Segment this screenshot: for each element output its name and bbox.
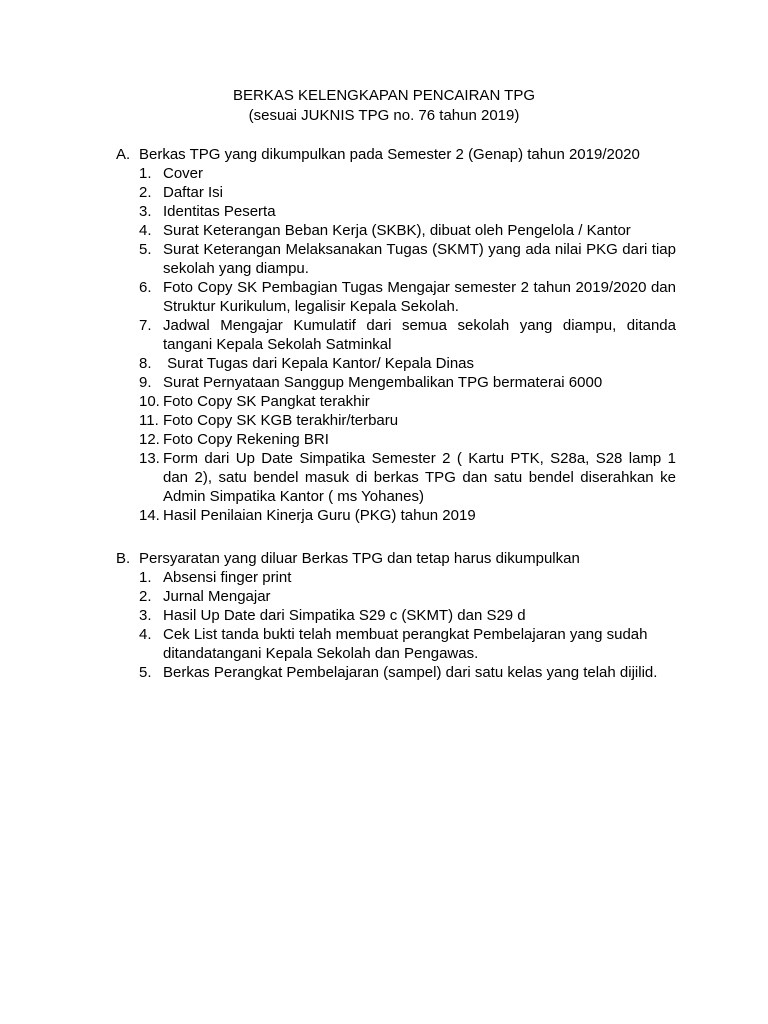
- list-item-text: Daftar Isi: [163, 184, 224, 201]
- list-item: [116, 278, 676, 316]
- list-item-number: 7.: [139, 317, 152, 334]
- list-item: [116, 625, 676, 663]
- list-item-text: Cover: [163, 165, 204, 182]
- section-a-list: [116, 164, 676, 525]
- list-item-text: Cek List tanda bukti telah membuat perangkat Pembelajaran yang sudah ditandatangani Kepala Sekolah dan Pengawas.: [163, 626, 648, 662]
- list-item: [116, 411, 676, 430]
- list-item-text: Absensi finger print: [163, 569, 292, 586]
- list-item-text: Foto Copy SK Pangkat terakhir: [163, 393, 370, 410]
- list-item-text: Foto Copy Rekening BRI: [163, 431, 329, 448]
- list-item: [116, 606, 676, 625]
- section-b-heading-text: Persyaratan yang diluar Berkas TPG dan tetap harus dikumpulkan: [139, 550, 580, 567]
- list-item: [116, 164, 676, 183]
- list-item: [116, 392, 676, 411]
- section-a-heading: [116, 145, 676, 164]
- list-item: [116, 202, 676, 221]
- section-b-heading: [116, 549, 676, 568]
- list-item: [116, 183, 676, 202]
- list-item-number: 1.: [139, 569, 152, 586]
- title-line-main: BERKAS KELENGKAPAN PENCAIRAN TPG: [232, 87, 536, 104]
- list-item-number: 8.: [139, 355, 152, 372]
- list-item: [116, 354, 676, 373]
- list-item-number: 2.: [139, 588, 152, 605]
- list-item: [116, 449, 676, 506]
- list-item: [116, 568, 676, 587]
- list-item-number: 12.: [139, 431, 160, 448]
- section-b-letter: B.: [116, 550, 131, 567]
- list-item-number: 5.: [139, 664, 152, 681]
- list-item-text: Surat Pernyataan Sanggup Mengembalikan TPG bermaterai 6000: [163, 374, 603, 391]
- list-item-number: 14.: [139, 507, 160, 524]
- list-item-text: Foto Copy SK Pembagian Tugas Mengajar semester 2 tahun 2019/2020 dan Struktur Kurikulum, legalisir Kepala Sekolah.: [163, 279, 676, 315]
- list-item-number: 3.: [139, 607, 152, 624]
- list-item-text: Surat Tugas dari Kepala Kantor/ Kepala Dinas: [163, 355, 475, 372]
- list-item-text: Hasil Penilaian Kinerja Guru (PKG) tahun 2019: [163, 507, 476, 524]
- list-item-number: 11.: [139, 412, 159, 429]
- list-item-text: Hasil Up Date dari Simpatika S29 c (SKMT) dan S29 d: [163, 607, 526, 624]
- list-item-text: Foto Copy SK KGB terakhir/terbaru: [163, 412, 399, 429]
- list-item: [116, 506, 676, 525]
- list-item: [116, 430, 676, 449]
- list-item-number: 3.: [139, 203, 152, 220]
- section-a: [116, 145, 676, 525]
- title-line-subtitle: (sesuai JUKNIS TPG no. 76 tahun 2019): [248, 107, 520, 124]
- section-b: [116, 549, 676, 682]
- list-item: [116, 240, 676, 278]
- list-item-number: 1.: [139, 165, 152, 182]
- list-item: [116, 663, 676, 682]
- list-item-number: 4.: [139, 626, 152, 643]
- list-item-text: Berkas Perangkat Pembelajaran (sampel) dari satu kelas yang telah dijilid.: [163, 664, 658, 681]
- section-a-letter: A.: [116, 146, 131, 163]
- list-item-number: 6.: [139, 279, 152, 296]
- list-item-number: 13.: [139, 450, 160, 467]
- list-item-number: 4.: [139, 222, 152, 239]
- list-item-text: Identitas Peserta: [163, 203, 276, 220]
- list-item: [116, 587, 676, 606]
- list-item-text: Surat Keterangan Beban Kerja (SKBK), dibuat oleh Pengelola / Kantor: [163, 222, 631, 239]
- list-item-text: Jurnal Mengajar: [163, 588, 271, 605]
- list-item-text: Form dari Up Date Simpatika Semester 2 ( Kartu PTK, S28a, S28 lamp 1 dan 2), satu bendel masuk di berkas TPG dan satu bendel diserahkan ke Admin Simpatika Kantor ( ms Yohanes): [163, 450, 676, 505]
- list-item: [116, 373, 676, 392]
- section-b-list: [116, 568, 676, 682]
- list-item: [116, 316, 676, 354]
- list-item-text: Jadwal Mengajar Kumulatif dari semua sekolah yang diampu, ditanda tangani Kepala Sekolah Satminkal: [163, 317, 676, 353]
- section-a-heading-text: Berkas TPG yang dikumpulkan pada Semester 2 (Genap) tahun 2019/2020: [139, 146, 640, 163]
- list-item-number: 10.: [139, 393, 160, 410]
- list-item-text: Surat Keterangan Melaksanakan Tugas (SKMT) yang ada nilai PKG dari tiap sekolah yang diampu.: [163, 241, 676, 277]
- list-item: [116, 221, 676, 240]
- list-item-number: 5.: [139, 241, 152, 258]
- list-item-number: 9.: [139, 374, 152, 391]
- list-item-number: 2.: [139, 184, 152, 201]
- document-title: [0, 86, 768, 126]
